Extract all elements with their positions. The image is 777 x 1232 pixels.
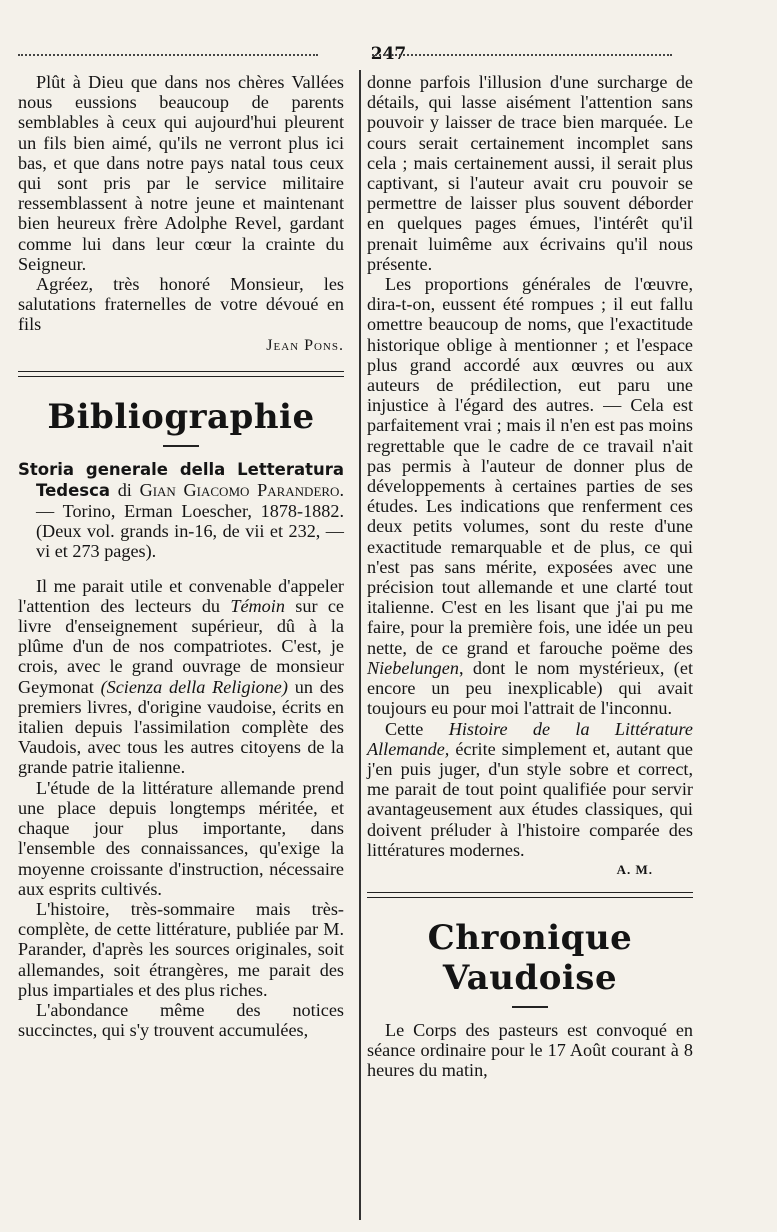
bibliography-heading: Bibliographie — [47, 396, 315, 437]
review-text: écrite simplement et, autant que j'en puis juger, d'un style sobre et correct, me parait de tout point qualifiée pour servir avantageusement aux études classiques, qui doivent préluder à l'histoire comparée des littératures modernes. — [367, 738, 693, 860]
niebelungen-title: Niebelungen — [367, 657, 459, 678]
chronique-paragraph: Le Corps des pasteurs est convoqué en séance ordinaire pour le 17 Août courant à 8 heures du matin, — [367, 1019, 693, 1081]
chronique-heading: Chronique Vaudoise — [427, 917, 633, 998]
book-author: Gian Giacomo Parandero — [139, 479, 340, 500]
left-column — [18, 72, 344, 1040]
review-continuation: donne parfois l'illusion d'une surcharge de détails, qui lasse aisément l'attention sans pouvoir y laisser de trace bien marquée. Le cours serait certainement incomplet sans cela ; mais certainement aussi, il serait plus captivant, si l'auteur avait cru pouvoir se permettre de laisser plus souvent déborder en quelques pages émues, l'intérêt qu'il prenait luimême aux écrivains qu'il nous présente. — [367, 72, 693, 274]
temoin-title: Témoin — [230, 595, 285, 616]
section-divider — [367, 892, 693, 898]
review-paragraph: L'abondance même des notices succinctes, qui s'y trouvent accumulées, — [18, 999, 344, 1041]
review-paragraph: L'histoire, très-sommaire mais très-complète, de cette littérature, publiée par M. Parander, d'après les sources originales, soit allemandes, soit étrangères, me parait des plus impartiales et des plus riches. — [18, 898, 344, 1000]
review-text: Cette — [385, 718, 449, 739]
review-text-3: un des premiers livres, d'origine vaudoise, écrits en italien depuis l'assimilation complète des Vaudois, avec tous les autres citoyens de la grande patrie italienne. — [18, 676, 344, 778]
review-signature: A. M. — [616, 861, 653, 877]
book-title: Storia generale della Letteratura Tedesca — [18, 459, 344, 500]
letter-closing: Agréez, très honoré Monsieur, les salutations fraternelles de votre dévoué en fils — [18, 274, 344, 335]
history-title: Histoire de la Littérature Allemande, — [367, 718, 693, 759]
review-paragraph: L'étude de la littérature allemande prend une place depuis longtemps méritée, et chaque jour plus importante, dans l'ensemble des connaissances, qu'exige la moyenne croissante d'instruction, nécessaire aux esprits cultivés. — [18, 777, 344, 899]
letter-paragraph: Plût à Dieu que dans nos chères Vallées nous eussions beaucoup de parents semblables à ceux qui aujourd'hui pleurent un fils bien aimé, qu'ils ne verront plus ici bas, et que dans notre pays natal tous ceux qui sont pris par le service militaire ressemblassent à notre jeune et maintenant bien heureux frère Adolphe Revel, gardant comme lui dans leur cœur la crainte du Seigneur. — [18, 72, 344, 274]
scienza-title: (Scienza della Religione) — [100, 676, 288, 697]
column-divider — [359, 70, 361, 1220]
review-text: Les proportions générales de l'œuvre, dira-t-on, eussent été rompues ; il eut fallu omettre beaucoup de noms, que l'exactitude historique oblige à mentionner ; et l'espace plus grand accordé aux œuvres ou aux auteurs de prédilection, eut paru une injustice à l'égard des autres. — Cela est parfaitement vrai ; mais il n'en est pas moins regrettable que le cadre de ce travail n'ait pas permis à l'auteur de donner plus de développements à certaines parties de ses études. Les indications que renferment ces deux petits volumes, sont du reste d'une exactitude remarquable et de plus, ce qui n'est pas sans mérite, exposées avec une précision tout allemande et une clarté tout italienne. C'est en les lisant que j'ai pu me faire, pour la première fois, une idée un peu nette, de ce grand et farouche poëme des — [367, 274, 693, 658]
right-column — [367, 72, 693, 1081]
page-number: 247 — [370, 44, 407, 64]
header-rule-right — [372, 54, 672, 56]
header-rule-left — [18, 54, 318, 56]
review-text: , dont le nom mystérieux, (et encore un peu inexplicable) qui avait toujours eu pour moi l'attrait de l'inconnu. — [367, 657, 693, 719]
heading-dash — [163, 445, 199, 447]
review-paragraph — [18, 576, 344, 778]
review-text-1: Il me parait utile et convenable d'appeler l'attention des lecteurs du — [18, 575, 344, 616]
review-paragraph — [367, 274, 693, 718]
letter-signature: Jean Pons. — [266, 336, 344, 354]
heading-dash — [512, 1006, 548, 1008]
review-paragraph — [367, 719, 693, 860]
book-details: . — Torino, Erman Loescher, 1878-1882. (Deux vol. grands in-16, de vii et 232, — vi et 273 pages). — [36, 479, 344, 562]
book-citation — [18, 459, 344, 562]
section-divider — [18, 371, 344, 377]
review-text-2: sur ce livre d'enseignement supérieur, dû à la plûme d'un de nos compatriotes. C'est, je crois, avec le grand ouvrage de monsieur Geymonat — [18, 595, 344, 697]
book-by: di — [110, 479, 140, 500]
